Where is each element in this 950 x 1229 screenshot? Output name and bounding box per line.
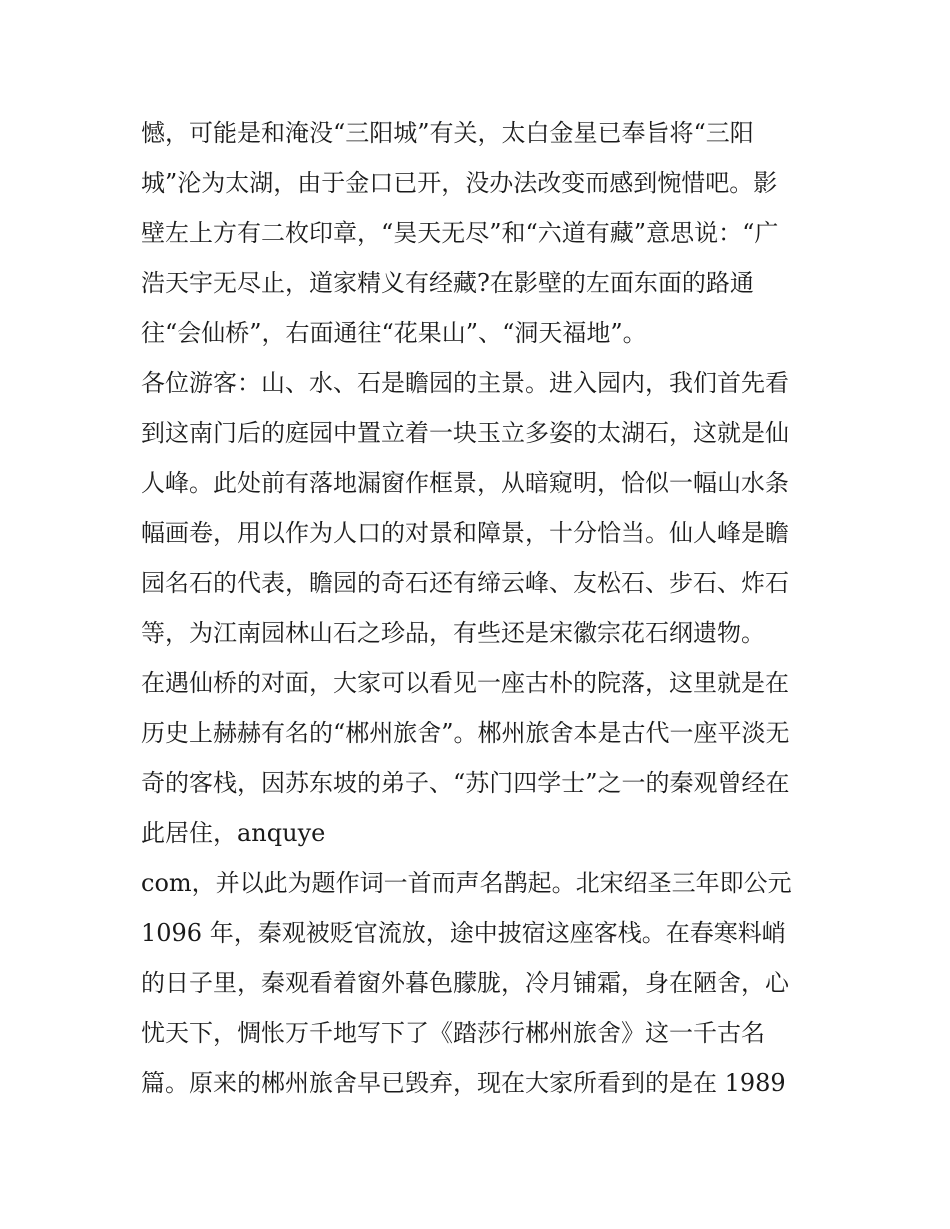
text-line: 此居住，anquye <box>141 819 326 847</box>
text-line: 篇。原来的郴州旅舍早已毁弃，现在大家所看到的是在 1989 <box>141 1069 786 1097</box>
text-line: 憾，可能是和淹没“三阳城”有关，太白金星已奉旨将“三阳 <box>141 119 754 147</box>
text-line: 的日子里，秦观看着窗外暮色朦胧，冷月铺霜，身在陋舍，心 <box>141 969 789 997</box>
text-line: 园名石的代表，瞻园的奇石还有缔云峰、友松石、步石、炸石 <box>141 569 789 597</box>
text-line: 奇的客栈，因苏东坡的弟子、“苏门四学士”之一的秦观曾经在 <box>141 769 790 797</box>
text-line: 等，为江南园林山石之珍品，有些还是宋徽宗花石纲遗物。 <box>141 619 765 647</box>
text-line: 各位游客：山、水、石是瞻园的主景。进入园内，我们首先看 <box>141 369 789 397</box>
text-line: 幅画卷，用以作为人口的对景和障景，十分恰当。仙人峰是瞻 <box>141 519 789 547</box>
text-line: 到这南门后的庭园中置立着一块玉立多姿的太湖石，这就是仙 <box>141 419 789 447</box>
body-text <box>141 108 821 1108</box>
text-line: 忧天下，惆怅万千地写下了《踏莎行郴州旅舍》这一千古名 <box>141 1019 765 1047</box>
text-line: 浩天宇无尽止，道家精义有经藏?在影壁的左面东面的路通 <box>141 269 754 297</box>
text-line: 人峰。此处前有落地漏窗作框景，从暗窥明，恰似一幅山水条 <box>141 469 789 497</box>
text-line: 往“会仙桥”，右面通往“花果山”、“洞天福地”。 <box>141 319 647 347</box>
text-line: com，并以此为题作词一首而声名鹊起。北宋绍圣三年即公元 <box>141 869 792 897</box>
text-line: 1096 年，秦观被贬官流放，途中披宿这座客栈。在春寒料峭 <box>141 919 786 947</box>
text-line: 在遇仙桥的对面，大家可以看见一座古朴的院落，这里就是在 <box>141 669 789 697</box>
text-line: 壁左上方有二枚印章，“昊天无尽”和“六道有藏”意思说：“广 <box>141 219 779 247</box>
text-line: 城”沦为太湖，由于金口已开，没办法改变而感到惋惜吧。影 <box>141 169 778 197</box>
text-line: 历史上赫赫有名的“郴州旅舍”。郴州旅舍本是古代一座平淡无 <box>141 719 790 747</box>
